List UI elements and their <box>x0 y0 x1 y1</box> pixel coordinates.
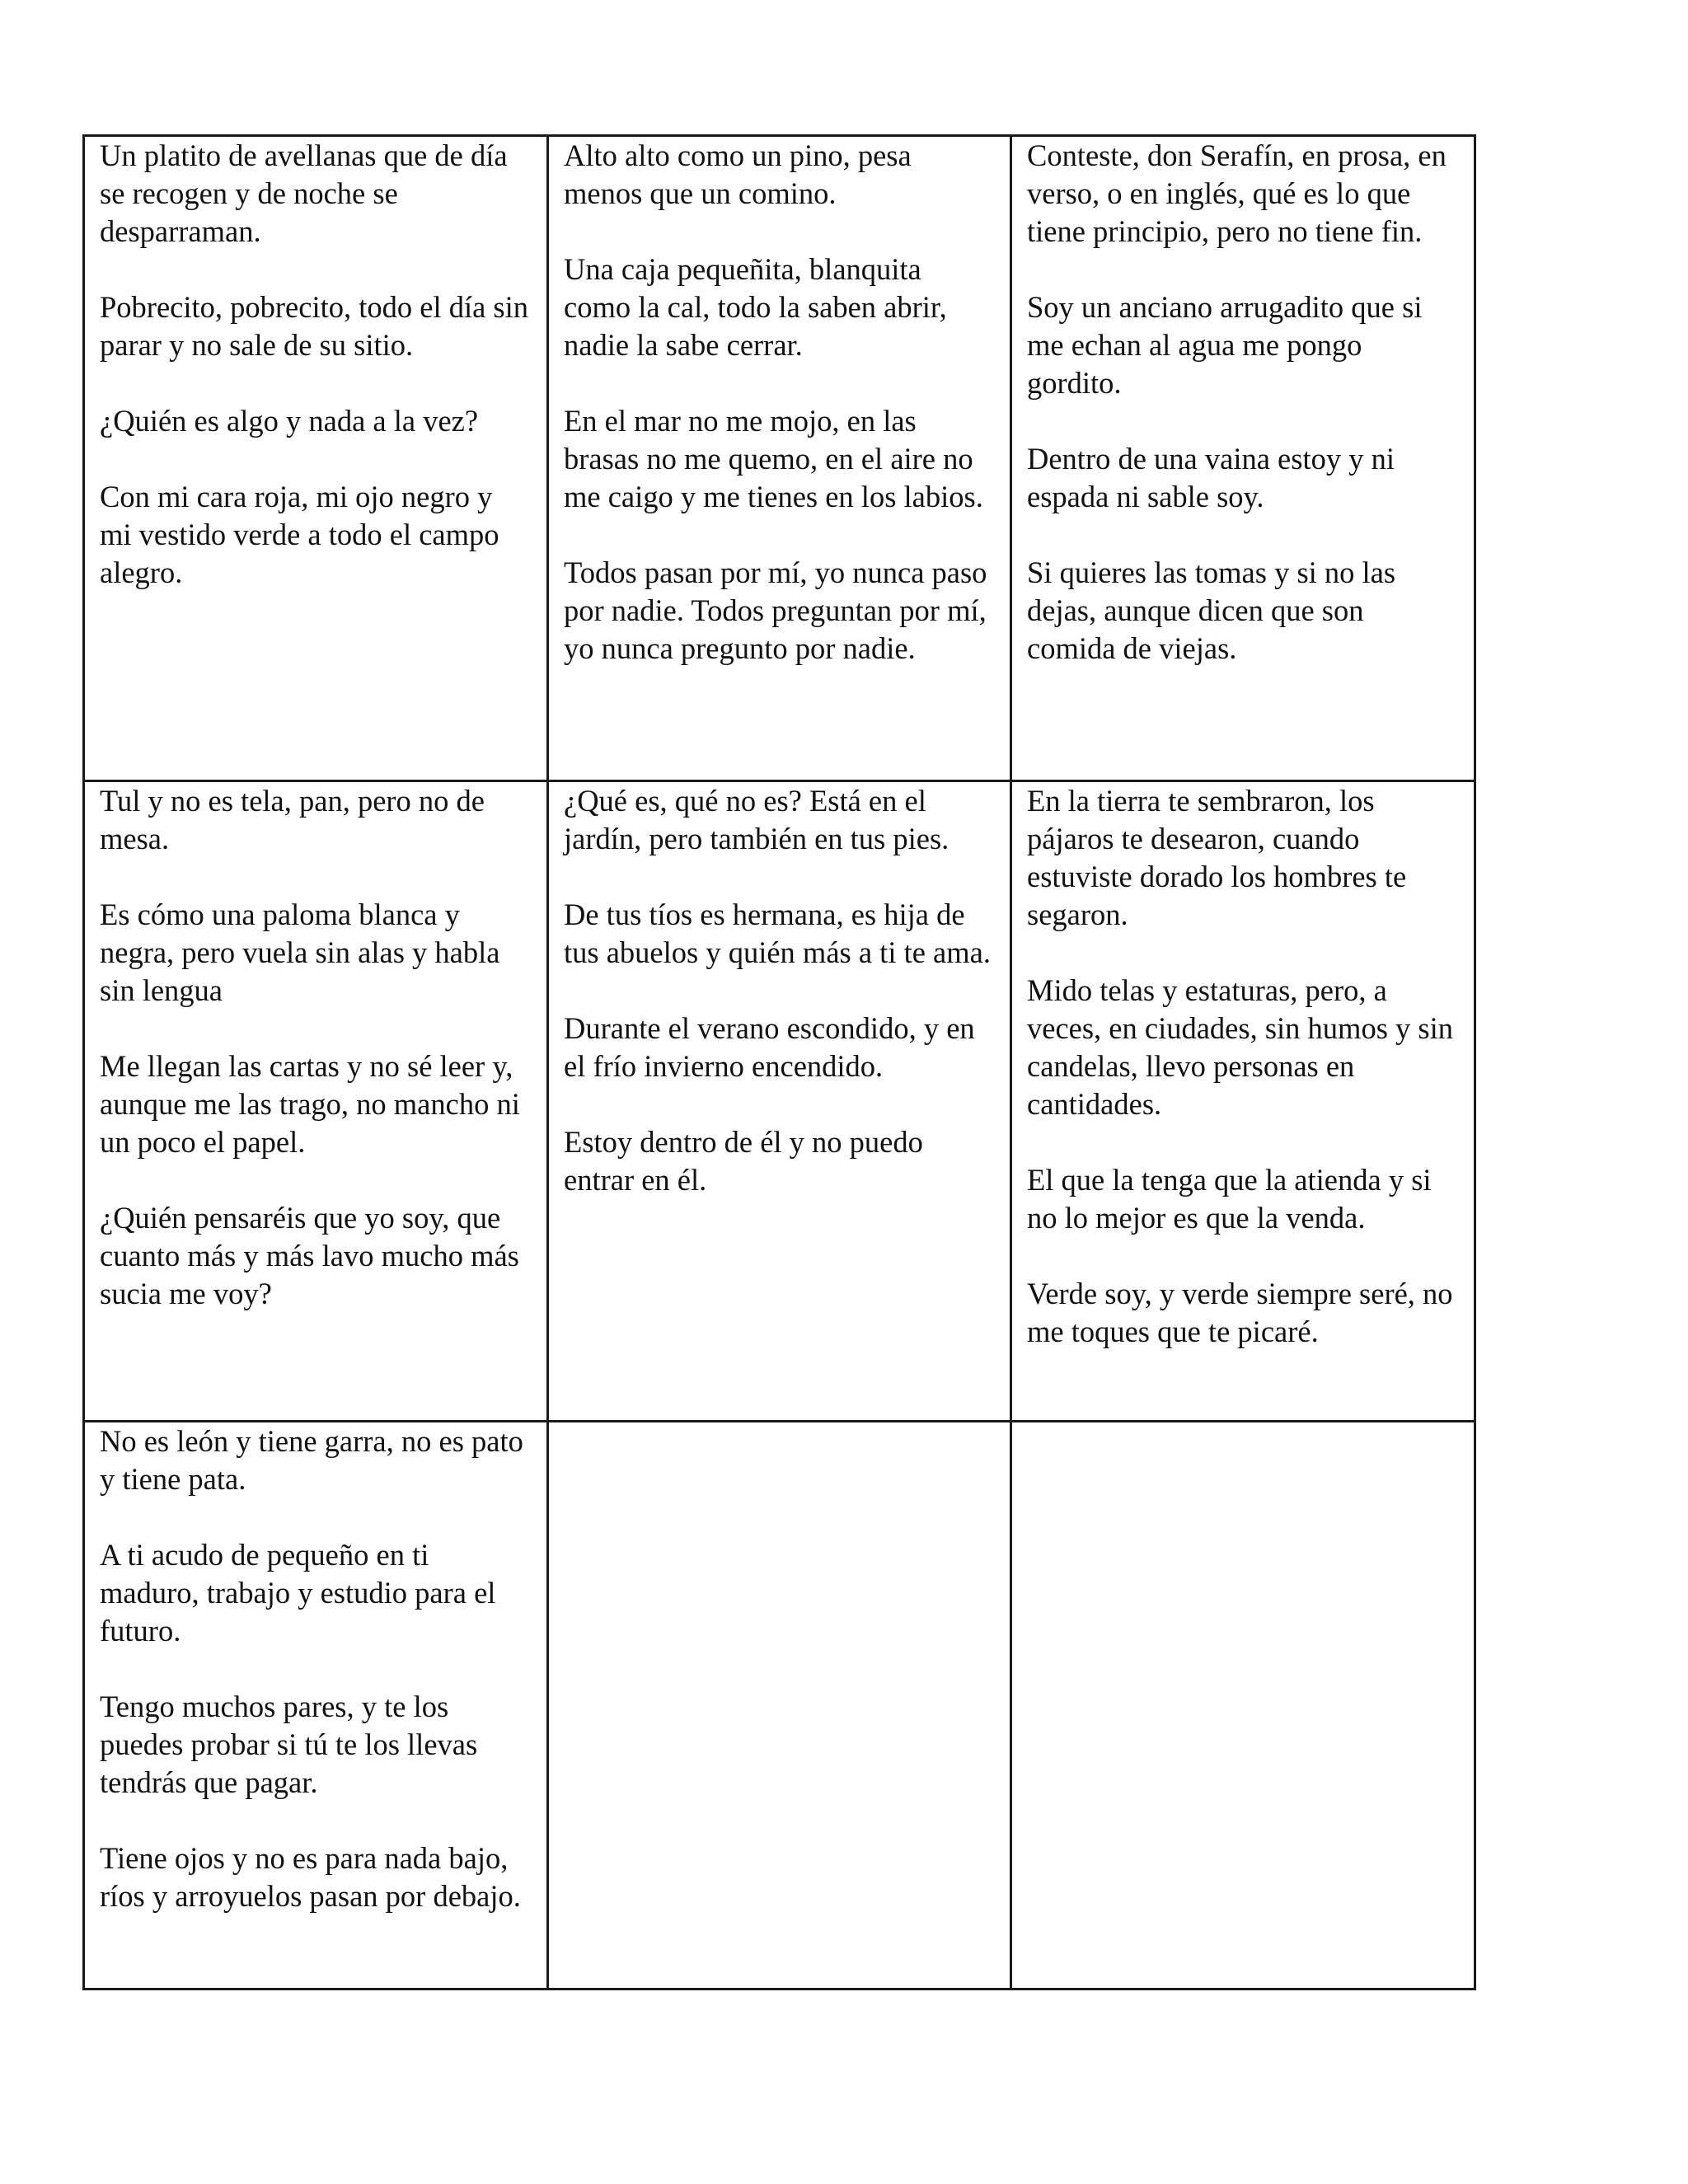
riddle-text: Si quieres las tomas y si no las dejas, aunque dicen que son comida de viejas. <box>1027 555 1396 665</box>
riddle-text: Pobrecito, pobrecito, todo el día sin parar y no sale de su sitio. <box>100 290 529 362</box>
table-row <box>84 781 1475 1422</box>
riddle-cell <box>1011 136 1475 781</box>
riddle-text: Me llegan las cartas y no sé leer y, aunque me las trago, no mancho ni un poco el papel. <box>100 1049 520 1159</box>
riddle-text: Estoy dentro de él y no puedo entrar en él. <box>564 1125 923 1197</box>
riddle-cell <box>1011 781 1475 1422</box>
table-row <box>84 136 1475 781</box>
riddle-text: El que la tenga que la atienda y si no lo mejor es que la venda. <box>1027 1163 1432 1235</box>
riddle-text: Durante el verano escondido, y en el frío invierno encendido. <box>564 1011 975 1083</box>
empty-cell <box>548 1422 1011 1990</box>
riddle-text: Verde soy, y verde siempre seré, no me toques que te picaré. <box>1027 1277 1453 1348</box>
riddle-text: En el mar no me mojo, en las brasas no me quemo, en el aire no me caigo y me tienes en los labios. <box>564 404 983 513</box>
riddle-text: De tus tíos es hermana, es hija de tus abuelos y quién más a ti te ama. <box>564 898 991 969</box>
riddle-text: Es cómo una paloma blanca y negra, pero vuela sin alas y habla sin lengua <box>100 898 500 1007</box>
riddle-text: ¿Quién pensaréis que yo soy, que cuanto más y más lavo mucho más sucia me voy? <box>100 1201 519 1310</box>
empty-cell <box>1011 1422 1475 1990</box>
riddle-text: Todos pasan por mí, yo nunca paso por nadie. Todos preguntan por mí, yo nunca pregunto por nadie. <box>564 555 987 665</box>
riddle-text: Tiene ojos y no es para nada bajo, ríos y arroyuelos pasan por debajo. <box>100 1841 521 1913</box>
riddle-cell <box>84 781 548 1422</box>
riddle-text: Soy un anciano arrugadito que si me echan al agua me pongo gordito. <box>1027 290 1423 400</box>
riddle-text: Mido telas y estaturas, pero, a veces, en ciudades, sin humos y sin candelas, llevo personas en cantidades. <box>1027 973 1453 1121</box>
table-row <box>84 1422 1475 1990</box>
riddle-cell <box>84 136 548 781</box>
riddle-text: Tul y no es tela, pan, pero no de mesa. <box>100 784 485 855</box>
riddle-table <box>82 134 1476 1990</box>
riddle-cell <box>548 781 1011 1422</box>
riddle-text: No es león y tiene garra, no es pato y tiene pata. <box>100 1424 523 1496</box>
riddle-text: Conteste, don Serafín, en prosa, en verso, o en inglés, qué es lo que tiene principio, pero no tiene fin. <box>1027 138 1447 248</box>
riddle-text: Un platito de avellanas que de día se recogen y de noche se desparraman. <box>100 138 508 248</box>
riddle-cell <box>548 136 1011 781</box>
riddle-text: Con mi cara roja, mi ojo negro y mi vestido verde a todo el campo alegro. <box>100 480 499 589</box>
riddle-cell <box>84 1422 548 1990</box>
riddle-text: Una caja pequeñita, blanquita como la cal, todo la saben abrir, nadie la sabe cerrar. <box>564 252 947 362</box>
riddle-text: En la tierra te sembraron, los pájaros te desearon, cuando estuviste dorado los hombres te segaron. <box>1027 784 1407 931</box>
riddle-text: Alto alto como un pino, pesa menos que un comino. <box>564 138 912 210</box>
riddle-text: Dentro de una vaina estoy y ni espada ni sable soy. <box>1027 442 1395 513</box>
riddle-text: A ti acudo de pequeño en ti maduro, trabajo y estudio para el futuro. <box>100 1538 496 1647</box>
riddle-text: ¿Qué es, qué no es? Está en el jardín, pero también en tus pies. <box>564 784 950 855</box>
riddle-text: ¿Quién es algo y nada a la vez? <box>100 404 479 438</box>
riddle-text: Tengo muchos pares, y te los puedes probar si tú te los llevas tendrás que pagar. <box>100 1690 478 1799</box>
